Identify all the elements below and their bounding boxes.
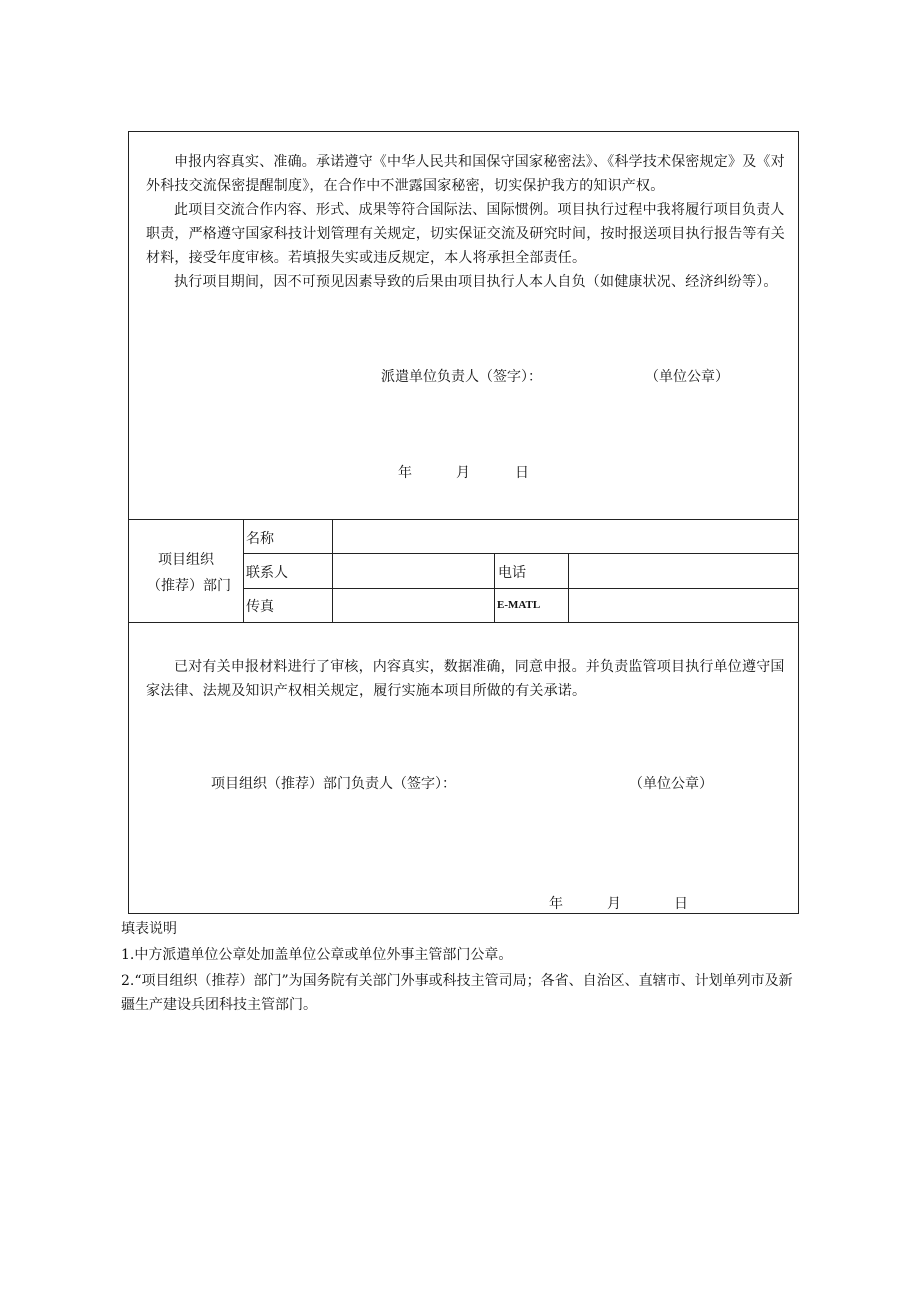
org-name-field[interactable]	[338, 528, 793, 548]
org-email-field[interactable]	[574, 596, 792, 616]
table-divider	[243, 588, 799, 589]
notes-item-2: 2.“项目组织（推荐）部门”为国务院有关部门外事或科技主管司局；各省、自治区、直辖市、计划单列市及新疆生产建设兵团科技主管部门。	[121, 973, 793, 1013]
commitment-paragraph-3: 执行项目期间，因不可预见因素导致的后果由项目执行人本人自负（如健康状况、经济纠纷等）。	[174, 274, 778, 290]
commitment-paragraph-2: 此项目交流合作内容、形式、成果等符合国际法、国际惯例。项目执行过程中我将履行项目负责人职责，严格遵守国家科技计划管理有关规定，切实保证交流及研究时间，按时报送项目执行报告等有关材料，接受年度审核。若填报失实或违反规定，本人将承担全部责任。	[146, 202, 785, 266]
org-contact-field[interactable]	[338, 562, 488, 582]
dispatch-signer-label: 派遣单位负责人（签字）：	[381, 369, 542, 385]
org-signer-label: 项目组织（推荐）部门负责人（签字）：	[211, 776, 456, 792]
org-phone-label: 电话	[498, 565, 526, 581]
org-email-label: E-MATL	[497, 599, 541, 611]
table-divider	[332, 519, 333, 623]
org-seal-label: （单位公章）	[629, 776, 713, 792]
table-divider	[243, 553, 799, 554]
org-phone-field[interactable]	[574, 562, 792, 582]
review-text: 已对有关申报材料进行了审核，内容真实，数据准确，同意申报。并负责监管项目执行单位遵守国家法律、法规及知识产权相关规定，履行实施本项目所做的有关承诺。	[146, 659, 785, 699]
dispatch-date-year: 年	[398, 465, 412, 481]
notes-title: 填表说明	[121, 921, 177, 937]
notes-item-1: 1.中方派遣单位公章处加盖单位公章或单位外事主管部门公章。	[121, 947, 513, 963]
org-name-label: 名称	[246, 531, 274, 547]
dispatch-seal-label: （单位公章）	[645, 369, 729, 385]
table-divider	[243, 519, 244, 623]
dispatch-date-month: 月	[456, 465, 470, 481]
review-date-month: 月	[607, 896, 621, 912]
review-date-day: 日	[674, 896, 688, 912]
org-row-header-line1: 项目组织	[158, 552, 214, 568]
commitment-paragraph-1: 申报内容真实、准确。承诺遵守《中华人民共和国保守国家秘密法》、《科学技术保密规定》及《对外科技交流保密提醒制度》，在合作中不泄露国家秘密，切实保护我方的知识产权。	[146, 154, 785, 194]
org-fax-field[interactable]	[338, 596, 488, 616]
org-row-header-line2: （推荐）部门	[147, 578, 231, 594]
review-date-year: 年	[549, 896, 563, 912]
org-fax-label: 传真	[246, 599, 274, 615]
org-contact-label: 联系人	[246, 565, 288, 581]
dispatch-date-day: 日	[515, 465, 529, 481]
